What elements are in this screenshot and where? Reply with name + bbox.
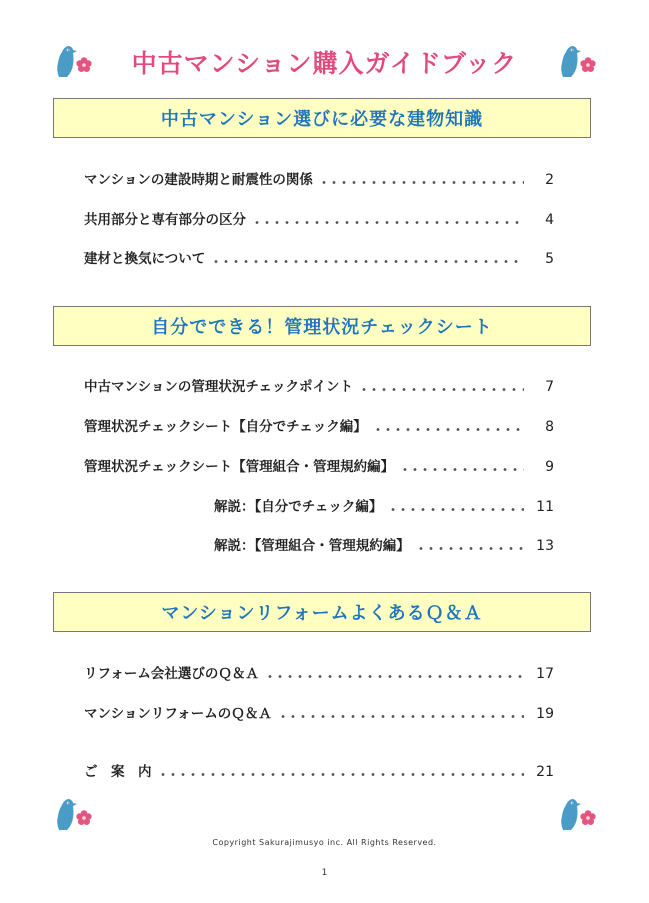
- toc-entry-page: 21: [536, 764, 554, 780]
- dot-leader: [373, 428, 524, 431]
- toc-entry[interactable]: [214, 534, 554, 554]
- toc-entry-page: 13: [536, 538, 554, 554]
- page-title: 中古マンション購入ガイドブック: [131, 49, 518, 78]
- toc-entry[interactable]: [84, 375, 554, 395]
- toc-entry[interactable]: [84, 208, 554, 228]
- toc-entry-page: 4: [545, 212, 554, 228]
- dot-leader: [319, 181, 524, 184]
- dot-leader: [400, 468, 524, 471]
- bird-mascot-icon: [53, 793, 93, 833]
- toc-entry-label: マンションの建設時期と耐震性の関係: [84, 172, 313, 188]
- bird-mascot-icon: [557, 793, 597, 833]
- toc-entry[interactable]: [84, 247, 554, 267]
- copyright-notice: Copyright Sakurajimusyo inc. All Rights Reserved.: [212, 838, 437, 847]
- dot-leader: [416, 547, 524, 550]
- dot-leader: [252, 221, 524, 224]
- toc-entry-label: 管理状況チェックシート【自分でチェック編】: [84, 419, 367, 435]
- toc-entry-guide[interactable]: [84, 760, 554, 780]
- page-number: 1: [321, 868, 328, 878]
- toc-entry-label: 解説：【自分でチェック編】: [214, 499, 383, 515]
- toc-entry-page: 5: [545, 251, 554, 267]
- toc-entry[interactable]: [84, 702, 554, 722]
- toc-entry[interactable]: [84, 662, 554, 682]
- toc-entry-label: 解説：【管理組合・管理規約編】: [214, 538, 410, 554]
- dot-leader: [278, 715, 524, 718]
- section-heading-reform-qa: マンションリフォームよくあるＱ＆Ａ: [53, 592, 591, 632]
- toc-entry-page: 8: [545, 419, 554, 435]
- section-heading-building-knowledge: 中古マンション選びに必要な建物知識: [53, 98, 591, 138]
- toc-entry[interactable]: [84, 168, 554, 188]
- toc-entry[interactable]: [214, 495, 554, 515]
- toc-entry-page: 17: [536, 666, 554, 682]
- toc-entry-label: リフォーム会社選びのＱ＆Ａ: [84, 666, 259, 682]
- toc-entry[interactable]: [84, 415, 554, 435]
- dot-leader: [211, 260, 524, 263]
- toc-entry-page: 11: [536, 499, 554, 515]
- toc-entry-label: 中古マンションの管理状況チェックポイント: [84, 379, 353, 395]
- section-heading-management-check: 自分でできる！管理状況チェックシート: [53, 306, 591, 346]
- toc-entry-page: 2: [545, 172, 554, 188]
- toc-entry-label: 建材と換気について: [84, 251, 206, 267]
- dot-leader: [158, 773, 525, 776]
- dot-leader: [359, 388, 524, 391]
- toc-entry-page: 19: [536, 706, 554, 722]
- toc-entry-label: 管理状況チェックシート【管理組合・管理規約編】: [84, 459, 395, 475]
- toc-entry-page: 9: [545, 459, 554, 475]
- toc-entry-page: 7: [545, 379, 554, 395]
- toc-entry-label: ご 案 内: [84, 764, 152, 780]
- dot-leader: [388, 508, 524, 511]
- dot-leader: [265, 675, 524, 678]
- toc-entry-label: マンションリフォームのＱ＆Ａ: [84, 706, 272, 722]
- toc-entry-label: 共用部分と専有部分の区分: [84, 212, 246, 228]
- toc-entry[interactable]: [84, 455, 554, 475]
